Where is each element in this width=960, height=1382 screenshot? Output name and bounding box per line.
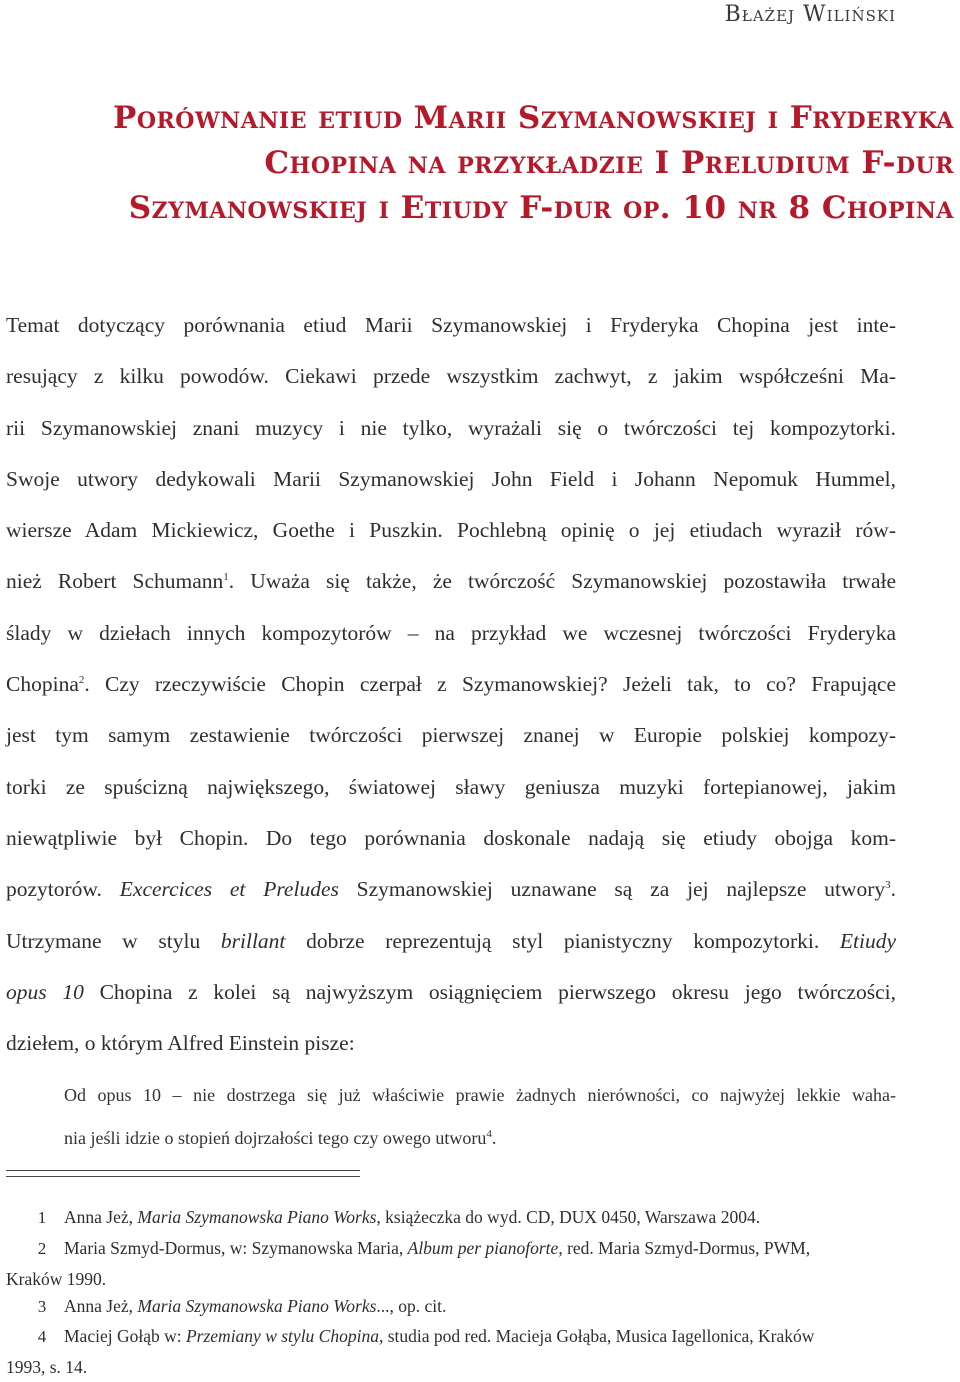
body-text-span: Utrzymane w stylu	[6, 928, 221, 953]
body-line	[6, 556, 896, 607]
body-line: niewątpliwie był Chopin. Do tego porównania doskonale nadają się etiudy obojga kom-	[6, 825, 896, 850]
italic-term: brillant	[220, 928, 286, 953]
footnote-text: , książeczka do wyd. CD, DUX 0450, Warszawa 2004.	[376, 1207, 761, 1227]
body-text-span: . Czy rzeczywiście Chopin czerpał z Szymanowskiej? Jeżeli tak, to co? Frapujące	[84, 672, 896, 697]
body-text-span: dobrze reprezentują styl pianistyczny kompozytorki.	[285, 928, 840, 953]
footnote-text: , studia pod red. Macieja Gołąba, Musica Iagellonica, Kraków	[378, 1326, 815, 1346]
body-text-span: Szymanowskiej uznawane są za jej najlepsze utwory	[338, 877, 886, 902]
body-paragraph	[6, 300, 896, 1069]
italic-title: Excercices et Preludes	[119, 877, 339, 902]
quote-text-span: nia jeśli idzie o stopień dojrzałości tego czy owego utworu	[64, 1128, 487, 1148]
body-line: resujący z kilku powodów. Ciekawi przede wszystkim zachwyt, z jakim współcześni Ma-	[6, 364, 896, 389]
body-text-span: . Uważa się także, że twórczość Szymanowskiej pozostawiła trwałe	[228, 569, 896, 594]
footnote-italic: Przemiany w stylu Chopina	[185, 1326, 379, 1346]
footnote-italic: Album per pianoforte	[407, 1238, 559, 1258]
footnote-text: ..., op. cit.	[376, 1296, 447, 1316]
title-line-3: Szymanowskiej i Etiudy F-dur op. 10 nr 8 Chopina	[128, 190, 954, 226]
quote-line	[64, 1117, 896, 1160]
article-title	[6, 96, 954, 231]
footnote-continuation: Kraków 1990.	[6, 1269, 107, 1289]
footnote-4	[6, 1321, 956, 1382]
body-text-span: nież Robert Schumann	[6, 569, 224, 594]
body-text-span: Chopina	[6, 672, 79, 697]
footnote-text: Maciej Gołąb w:	[64, 1326, 186, 1346]
body-line: dziełem, o którym Alfred Einstein pisze:	[6, 1031, 355, 1056]
footnote-text: Anna Jeż,	[64, 1207, 138, 1227]
footnote-ref-2[interactable]: 2	[78, 673, 85, 686]
footnote-number: 1	[37, 1208, 47, 1227]
footnote-separator	[6, 1170, 360, 1177]
footnote-number: 2	[37, 1239, 47, 1258]
body-line: Swoje utwory dedykowali Marii Szymanowskiej John Field i Johann Nepomuk Hummel,	[6, 466, 896, 491]
title-line-2: Chopina na przykładzie I Preludium F-dur	[264, 145, 954, 181]
italic-title: opus 10	[6, 979, 84, 1004]
body-line: rii Szymanowskiej znani muzycy i nie tylko, wyrażali się o twórczości tej kompozytorki.	[6, 415, 896, 440]
body-line: wiersze Adam Mickiewicz, Goethe i Puszkin. Pochlebną opinię o jej etiudach wyraził rów-	[6, 518, 896, 543]
body-text-span: pozytorów.	[6, 877, 120, 902]
footnote-text: Anna Jeż,	[64, 1296, 138, 1316]
title-line-1: Porównanie etiud Marii Szymanowskiej i Fryderyka	[113, 100, 954, 136]
footnote-continuation: 1993, s. 14.	[6, 1357, 88, 1377]
footnote-1	[6, 1202, 760, 1233]
body-line: Temat dotyczący porównania etiud Marii Szymanowskiej i Fryderyka Chopina jest inte-	[6, 313, 896, 337]
quote-text-span: .	[491, 1128, 497, 1148]
body-line: ślady w dziełach innych kompozytorów – na przykład we wczesnej twórczości Fryderyka	[6, 620, 896, 645]
body-line: jest tym samym zestawienie twórczości pierwszej znanej w Europie polskiej kompozy-	[6, 723, 896, 748]
footnote-ref-1[interactable]: 1	[223, 571, 229, 584]
footnote-number: 4	[37, 1327, 47, 1346]
body-line	[6, 659, 896, 710]
italic-title: Etiudy	[839, 928, 896, 953]
body-text-span: .	[890, 877, 896, 902]
block-quote	[64, 1074, 896, 1160]
footnote-number: 3	[37, 1297, 47, 1316]
footnote-text: , red. Maria Szmyd-Dormus, PWM,	[558, 1238, 811, 1258]
footnote-text: Maria Szmyd-Dormus, w: Szymanowska Maria,	[64, 1238, 408, 1258]
body-text-span: Chopina z kolei są najwyższym osiągnięciem pierwszego okresu jego twórczości,	[83, 979, 896, 1004]
body-line	[6, 916, 896, 967]
body-line: torki ze spuścizną największego, światowej sławy geniusza muzyki fortepianowej, jakim	[6, 774, 896, 799]
body-line	[6, 864, 896, 915]
footnote-italic: Maria Szymanowska Piano Works	[137, 1207, 377, 1227]
body-line	[6, 967, 896, 1018]
footnote-ref-4[interactable]: 4	[486, 1128, 492, 1140]
footnote-2	[6, 1233, 956, 1294]
footnote-italic: Maria Szymanowska Piano Works	[137, 1296, 377, 1316]
footnote-3	[6, 1291, 446, 1322]
author-name: Błażej Wiliński	[724, 2, 896, 27]
footnote-ref-3[interactable]: 3	[885, 879, 891, 892]
quote-line: Od opus 10 – nie dostrzega się już właściwie prawie żadnych nierówności, co najwyżej lekkie waha-	[64, 1085, 896, 1105]
